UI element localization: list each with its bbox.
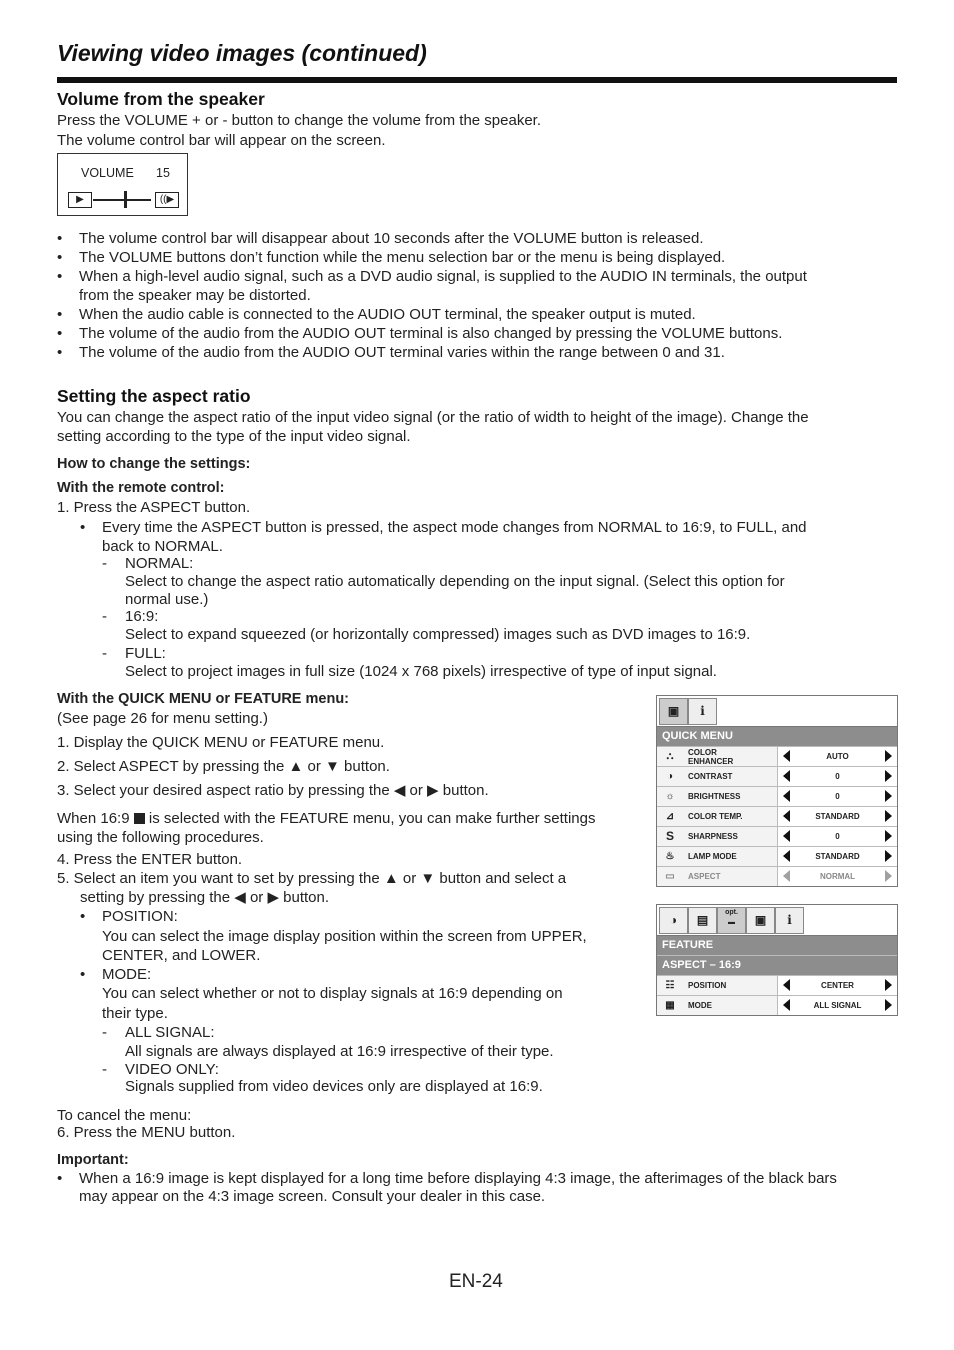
bullet-marker: • bbox=[80, 966, 86, 983]
menu-row-color-temp[interactable]: ⊿ COLOR TEMP. STANDARD bbox=[657, 806, 897, 826]
qm-step-5b: setting by pressing the ◀ or ▶ button. bbox=[80, 889, 330, 906]
dash-marker: - bbox=[102, 555, 107, 572]
mode-icon: ▦ bbox=[665, 1000, 675, 1011]
contrast-icon: ◑ bbox=[666, 771, 674, 782]
qm-step-6: 6. Press the MENU button. bbox=[57, 1124, 236, 1141]
volume-p2: The volume control bar will appear on the screen. bbox=[57, 132, 386, 149]
mode-title: MODE: bbox=[102, 966, 152, 983]
dash-marker: - bbox=[102, 1061, 107, 1078]
left-arrow-icon[interactable] bbox=[783, 870, 790, 882]
feature-menu-tabs bbox=[657, 905, 897, 936]
s169-desc: Select to expand squeezed (or horizontally compressed) images such as DVD images to 16:9. bbox=[125, 626, 751, 643]
page-number: EN-24 bbox=[449, 1271, 503, 1292]
position-title: POSITION: bbox=[102, 908, 178, 925]
color-enhancer-icon: ⛬ bbox=[666, 751, 674, 762]
volume-notes bbox=[57, 229, 897, 362]
right-arrow-icon[interactable] bbox=[885, 830, 892, 842]
qm-step-2: 2. Select ASPECT by pressing the ▲ or ▼ button. bbox=[57, 758, 390, 775]
mode-desc-1: You can select whether or not to display signals at 16:9 depending on bbox=[102, 985, 563, 1002]
right-arrow-icon[interactable] bbox=[885, 790, 892, 802]
volume-slider-knob bbox=[124, 191, 127, 208]
w169-line-2: using the following procedures. bbox=[57, 829, 264, 846]
left-arrow-icon[interactable] bbox=[783, 810, 790, 822]
normal-desc-2: normal use.) bbox=[125, 591, 209, 608]
s169-title: 16:9: bbox=[125, 608, 159, 625]
remote-bullet-1a: Every time the ASPECT button is pressed, the aspect mode changes from NORMAL to 16:9, to FULL, and bbox=[102, 519, 807, 536]
all-signal-title: ALL SIGNAL: bbox=[125, 1024, 215, 1041]
menu-row-mode[interactable]: ▦ MODE ALL SIGNAL bbox=[657, 995, 897, 1015]
list-item: • The volume control bar will disappear about 10 seconds after the VOLUME button is released. bbox=[57, 229, 897, 248]
qm-step-5a: 5. Select an item you want to set by pressing the ▲ or ▼ button and select a bbox=[57, 870, 567, 887]
volume-bar-value: 15 bbox=[156, 166, 170, 180]
cancel-text: To cancel the menu: bbox=[57, 1107, 192, 1124]
feature-menu bbox=[656, 904, 898, 1016]
list-item: • When a high-level audio signal, such as a DVD audio signal, is supplied to the AUDIO IN terminals, the output from the speaker may be distorted. bbox=[57, 267, 897, 305]
quick-menu bbox=[656, 695, 898, 887]
aspect-169-icon bbox=[134, 813, 145, 824]
all-signal-desc: All signals are always displayed at 16:9 irrespective of their type. bbox=[125, 1043, 554, 1060]
menu-row-aspect[interactable]: ▭ ASPECT NORMAL bbox=[657, 866, 897, 886]
list-item: • The volume of the audio from the AUDIO OUT terminal varies within the range between 0 and 31. bbox=[57, 343, 897, 362]
opt-tab-icon[interactable]: opt. ▬ bbox=[717, 907, 746, 934]
menu-row-lamp-mode[interactable]: ♨ LAMP MODE STANDARD bbox=[657, 846, 897, 866]
left-arrow-icon[interactable] bbox=[783, 830, 790, 842]
left-arrow-icon[interactable] bbox=[783, 850, 790, 862]
quick-menu-tabs bbox=[657, 696, 897, 727]
quick-menu-tab-icon[interactable]: ▣ bbox=[659, 698, 688, 725]
list-item: • The volume of the audio from the AUDIO OUT terminal is also changed by pressing the VOLUME buttons. bbox=[57, 324, 897, 343]
aspect-intro-1: You can change the aspect ratio of the input video signal (or the ratio of width to height of the image). Change the bbox=[57, 409, 809, 426]
bullet-marker: • bbox=[80, 519, 86, 536]
right-arrow-icon[interactable] bbox=[885, 750, 892, 762]
remote-step-1: 1. Press the ASPECT button. bbox=[57, 499, 251, 516]
right-arrow-icon[interactable] bbox=[885, 770, 892, 782]
qm-step-3: 3. Select your desired aspect ratio by pressing the ◀ or ▶ button. bbox=[57, 782, 489, 799]
normal-title: NORMAL: bbox=[125, 555, 194, 572]
position-icon: ☷ bbox=[665, 980, 675, 991]
volume-control-bar bbox=[57, 153, 188, 216]
feature-menu-subheader: ASPECT – 16:9 bbox=[657, 955, 897, 975]
aspect-icon: ▭ bbox=[665, 871, 675, 882]
volume-bar-label: VOLUME bbox=[81, 166, 134, 180]
remote-bullet-1b: back to NORMAL. bbox=[102, 538, 223, 555]
dash-marker: - bbox=[102, 645, 107, 662]
volume-heading: Volume from the speaker bbox=[57, 89, 265, 109]
qm-step-4: 4. Press the ENTER button. bbox=[57, 851, 243, 868]
info-tab-icon[interactable]: i bbox=[775, 907, 804, 934]
speaker-high-icon: ((▶ bbox=[155, 192, 179, 208]
title-rule bbox=[57, 77, 897, 83]
aspect-intro-2: setting according to the type of the input video signal. bbox=[57, 428, 411, 445]
volume-p1: Press the VOLUME + or - button to change the volume from the speaker. bbox=[57, 112, 541, 129]
qm-heading: With the QUICK MENU or FEATURE menu: bbox=[57, 691, 350, 707]
left-arrow-icon[interactable] bbox=[783, 790, 790, 802]
right-arrow-icon[interactable] bbox=[885, 850, 892, 862]
left-arrow-icon[interactable] bbox=[783, 979, 790, 991]
full-desc: Select to project images in full size (1024 x 768 pixels) irrespective of type of input signal. bbox=[125, 663, 717, 680]
feature-menu-header: FEATURE bbox=[657, 936, 897, 955]
position-desc-2: CENTER, and LOWER. bbox=[102, 947, 261, 964]
speaker-low-icon: ▶ bbox=[68, 192, 92, 208]
right-arrow-icon[interactable] bbox=[885, 810, 892, 822]
how-heading: How to change the settings: bbox=[57, 456, 251, 472]
video-only-title: VIDEO ONLY: bbox=[125, 1061, 219, 1078]
color-temp-icon: ⊿ bbox=[665, 811, 675, 822]
position-desc-1: You can select the image display position within the screen from UPPER, bbox=[102, 928, 587, 945]
w169-line-1: When 16:9 is selected with the FEATURE menu, you can make further settings bbox=[57, 810, 596, 827]
list-item: • The VOLUME buttons don’t function while the menu selection bar or the menu is being displayed. bbox=[57, 248, 897, 267]
mode-desc-2: their type. bbox=[102, 1005, 168, 1022]
important-1: When a 16:9 image is kept displayed for a long time before displaying 4:3 image, the afterimages of the black bars bbox=[79, 1170, 837, 1187]
full-title: FULL: bbox=[125, 645, 166, 662]
dash-marker: - bbox=[102, 608, 107, 625]
aspect-heading: Setting the aspect ratio bbox=[57, 386, 251, 406]
volume-slider-track bbox=[93, 199, 151, 201]
menu-row-sharpness[interactable]: S SHARPNESS 0 bbox=[657, 826, 897, 846]
dash-marker: - bbox=[102, 1024, 107, 1041]
installation-tab-icon[interactable]: ▣ bbox=[746, 907, 775, 934]
quick-menu-header: QUICK MENU bbox=[657, 727, 897, 746]
left-arrow-icon[interactable] bbox=[783, 770, 790, 782]
picture-tab-icon[interactable]: ◑ bbox=[659, 907, 688, 934]
menu-row-position[interactable]: ☷ POSITION CENTER bbox=[657, 975, 897, 995]
remote-heading: With the remote control: bbox=[57, 480, 225, 496]
page-title: Viewing video images (continued) bbox=[57, 40, 427, 66]
left-arrow-icon[interactable] bbox=[783, 999, 790, 1011]
qm-step-1: 1. Display the QUICK MENU or FEATURE menu. bbox=[57, 734, 385, 751]
important-2: may appear on the 4:3 image screen. Consult your dealer in this case. bbox=[79, 1188, 546, 1205]
bullet-marker: • bbox=[80, 908, 86, 925]
list-item: • When the audio cable is connected to the AUDIO OUT terminal, the speaker output is muted. bbox=[57, 305, 897, 324]
brightness-icon: ☼ bbox=[665, 791, 675, 802]
important-heading: Important: bbox=[57, 1152, 129, 1168]
qm-see: (See page 26 for menu setting.) bbox=[57, 710, 268, 727]
image-tab-icon[interactable]: ▤ bbox=[688, 907, 717, 934]
right-arrow-icon[interactable] bbox=[885, 979, 892, 991]
right-arrow-icon[interactable] bbox=[885, 870, 892, 882]
right-arrow-icon[interactable] bbox=[885, 999, 892, 1011]
left-arrow-icon[interactable] bbox=[783, 750, 790, 762]
menu-row-contrast[interactable]: ◑ CONTRAST 0 bbox=[657, 766, 897, 786]
sharpness-icon: S bbox=[665, 829, 674, 843]
bullet-marker: • bbox=[57, 1170, 63, 1187]
lamp-mode-icon: ♨ bbox=[665, 851, 675, 862]
normal-desc-1: Select to change the aspect ratio automatically depending on the input signal. (Select this option for bbox=[125, 573, 785, 590]
menu-row-brightness[interactable]: ☼ BRIGHTNESS 0 bbox=[657, 786, 897, 806]
video-only-desc: Signals supplied from video devices only are displayed at 16:9. bbox=[125, 1078, 543, 1095]
info-tab-icon[interactable]: i bbox=[688, 698, 717, 725]
menu-row-color-enhancer[interactable]: ⛬ COLOR ENHANCER AUTO bbox=[657, 746, 897, 766]
